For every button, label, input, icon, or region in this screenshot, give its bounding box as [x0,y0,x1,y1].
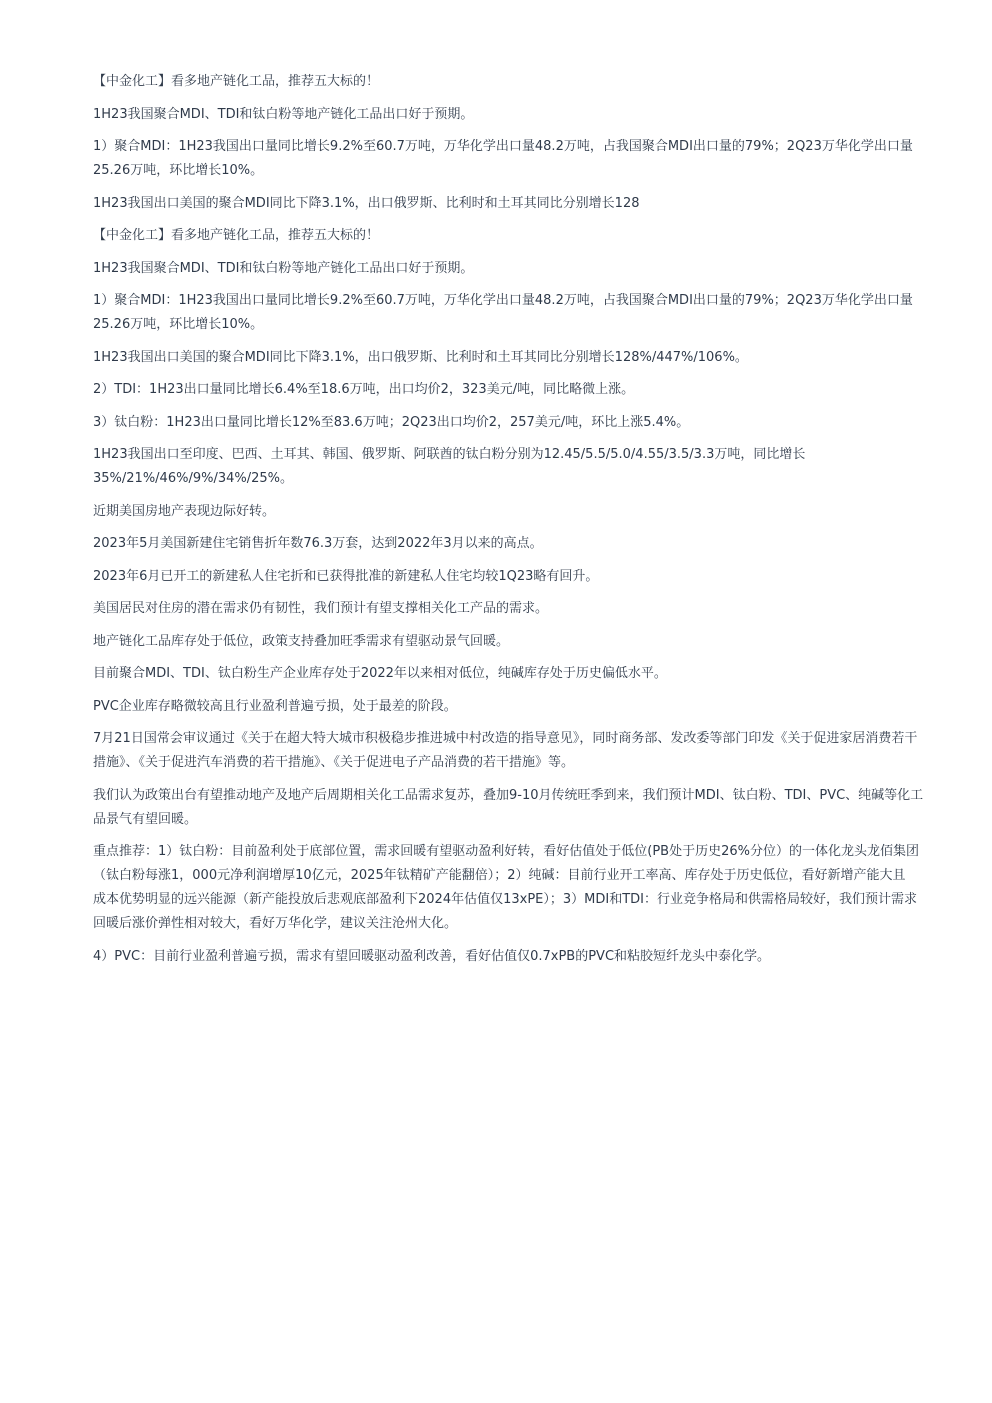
paragraph-4: 1H23我国出口美国的聚合MDI同比下降3.1%，出口俄罗斯、比利时和土耳其同比分别增长128 [93,195,640,211]
paragraph-6: 1H23我国聚合MDI、TDI和钛白粉等地产链化工品出口好于预期。 [93,260,474,276]
paragraph-3: 1）聚合MDI：1H23我国出口量同比增长9.2%至60.7万吨，万华化学出口量48.2万吨，占我国聚合MDI出口量的79%；2Q23万华化学出口量 25.26万吨，环比增长10%。 [93,139,913,178]
paragraph-10: 3）钛白粉：1H23出口量同比增长12%至83.6万吨；2Q23出口均价2，257美元/吨，环比上涨5.4%。 [93,414,690,430]
paragraph-12: 近期美国房地产表现边际好转。 [93,503,276,519]
paragraph-15: 美国居民对住房的潜在需求仍有韧性，我们预计有望支撑相关化工产品的需求。 [93,601,549,616]
paragraph-13: 2023年5月美国新建住宅销售折年数76.3万套，达到2022年3月以来的高点。 [93,536,543,551]
paragraph-1: 【中金化工】看多地产链化工品，推荐五大标的！ [93,74,380,89]
paragraph-14: 2023年6月已开工的新建私人住宅折和已获得批准的新建私人住宅均较1Q23略有回升。 [93,568,599,584]
paragraph-19: 7月21日国常会审议通过《关于在超大特大城市积极稳步推进城中村改造的指导意见》，同时商务部、发改委等部门印发《关于促进家居消费若干 措施》、《关于促进汽车消费的若干措施》、《关于促进电子产品消费的若干措施》等。 [93,731,918,770]
document-body [93,70,945,977]
paragraph-5: 【中金化工】看多地产链化工品，推荐五大标的！ [93,228,380,243]
paragraph-17: 目前聚合MDI、TDI、钛白粉生产企业库存处于2022年以来相对低位，纯碱库存处于历史偏低水平。 [93,666,667,681]
paragraph-18: PVC企业库存略微较高且行业盈利普遍亏损，处于最差的阶段。 [93,698,457,714]
paragraph-9: 2）TDI：1H23出口量同比增长6.4%至18.6万吨，出口均价2，323美元/吨，同比略微上涨。 [93,382,635,397]
paragraph-21: 重点推荐：1）钛白粉：目前盈利处于底部位置，需求回暖有望驱动盈利好转，看好估值处于低位(PB处于历史26%分位）的一体化龙头龙佰集团 （钛白粉每涨1，000元净利润增厚10亿元，2025年钛精矿产能翻倍）；2）纯碱：目前行业开工率高、库存处于历史低位，看好新增产能大且 成本优势明显的远兴能源（新产能投放后悲观底部盈利下2024年估值仅13xPE）；3）MDI和TDI：行业竞争格局和供需格局较好，我们预计需求 回暖后涨价弹性相对较大，看好万华化学，建议关注沧州大化。 [93,844,919,931]
paragraph-22: 4）PVC：目前行业盈利普遍亏损，需求有望回暖驱动盈利改善，看好估值仅0.7xPB的PVC和粘胶短纤龙头中泰化学。 [93,948,771,964]
paragraph-8: 1H23我国出口美国的聚合MDI同比下降3.1%，出口俄罗斯、比利时和土耳其同比分别增长128%/447%/106%。 [93,349,748,365]
paragraph-2: 1H23我国聚合MDI、TDI和钛白粉等地产链化工品出口好于预期。 [93,106,474,122]
paragraph-20: 我们认为政策出台有望推动地产及地产后周期相关化工品需求复苏，叠加9-10月传统旺季到来，我们预计MDI、钛白粉、TDI、PVC、纯碱等化工 品景气有望回暖。 [93,787,924,827]
paragraph-16: 地产链化工品库存处于低位，政策支持叠加旺季需求有望驱动景气回暖。 [93,633,510,649]
paragraph-11: 1H23我国出口至印度、巴西、土耳其、韩国、俄罗斯、阿联酋的钛白粉分别为12.45/5.5/5.0/4.55/3.5/3.3万吨，同比增长 35%/21%/46%/9%/34%/25%。 [93,447,806,486]
paragraph-7: 1）聚合MDI：1H23我国出口量同比增长9.2%至60.7万吨，万华化学出口量48.2万吨，占我国聚合MDI出口量的79%；2Q23万华化学出口量 25.26万吨，环比增长10%。 [93,293,913,332]
